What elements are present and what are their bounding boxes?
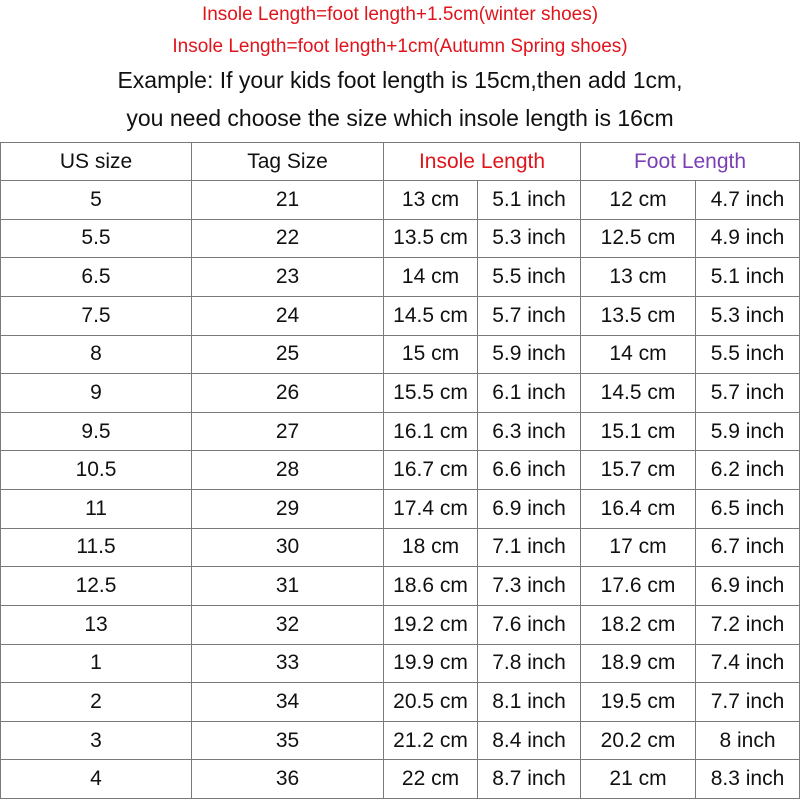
foot-cm-cell: 15.7 cm xyxy=(581,451,696,490)
tag-size-cell: 35 xyxy=(192,721,384,760)
header-insole-length: Insole Length xyxy=(384,143,581,181)
us-size-cell: 11.5 xyxy=(1,528,192,567)
insole-cm-cell: 18 cm xyxy=(384,528,478,567)
table-row xyxy=(1,219,800,258)
insole-inch-cell: 7.1 inch xyxy=(478,528,581,567)
size-chart-table xyxy=(0,142,800,799)
insole-inch-cell: 8.7 inch xyxy=(478,760,581,799)
foot-cm-cell: 12 cm xyxy=(581,181,696,220)
tag-size-cell: 22 xyxy=(192,219,384,258)
tag-size-cell: 21 xyxy=(192,181,384,220)
tag-size-cell: 32 xyxy=(192,605,384,644)
us-size-cell: 11 xyxy=(1,490,192,529)
winter-formula-note: Insole Length=foot length+1.5cm(winter shoes) xyxy=(201,4,599,25)
table-row xyxy=(1,181,800,220)
table-row xyxy=(1,451,800,490)
insole-cm-cell: 14 cm xyxy=(384,258,478,297)
foot-inch-cell: 5.1 inch xyxy=(696,258,800,297)
insole-cm-cell: 21.2 cm xyxy=(384,721,478,760)
insole-inch-cell: 6.1 inch xyxy=(478,374,581,413)
us-size-cell: 8 xyxy=(1,335,192,374)
us-size-cell: 9.5 xyxy=(1,412,192,451)
insole-inch-cell: 8.1 inch xyxy=(478,683,581,722)
foot-cm-cell: 17.6 cm xyxy=(581,567,696,606)
us-size-cell: 6.5 xyxy=(1,258,192,297)
us-size-cell: 9 xyxy=(1,374,192,413)
foot-cm-cell: 18.9 cm xyxy=(581,644,696,683)
tag-size-cell: 26 xyxy=(192,374,384,413)
insole-inch-cell: 5.9 inch xyxy=(478,335,581,374)
foot-cm-cell: 14.5 cm xyxy=(581,374,696,413)
foot-cm-cell: 15.1 cm xyxy=(581,412,696,451)
insole-inch-cell: 5.1 inch xyxy=(478,181,581,220)
table-row xyxy=(1,567,800,606)
table-row xyxy=(1,644,800,683)
table-row xyxy=(1,258,800,297)
table-row xyxy=(1,605,800,644)
foot-cm-cell: 17 cm xyxy=(581,528,696,567)
foot-cm-cell: 12.5 cm xyxy=(581,219,696,258)
us-size-cell: 7.5 xyxy=(1,296,192,335)
foot-inch-cell: 6.9 inch xyxy=(696,567,800,606)
foot-inch-cell: 7.4 inch xyxy=(696,644,800,683)
insole-cm-cell: 19.2 cm xyxy=(384,605,478,644)
foot-cm-cell: 20.2 cm xyxy=(581,721,696,760)
insole-inch-cell: 5.7 inch xyxy=(478,296,581,335)
table-row xyxy=(1,528,800,567)
insole-cm-cell: 13.5 cm xyxy=(384,219,478,258)
insole-cm-cell: 15 cm xyxy=(384,335,478,374)
insole-cm-cell: 17.4 cm xyxy=(384,490,478,529)
insole-inch-cell: 7.3 inch xyxy=(478,567,581,606)
us-size-cell: 3 xyxy=(1,721,192,760)
insole-cm-cell: 13 cm xyxy=(384,181,478,220)
size-rows xyxy=(1,181,800,799)
insole-inch-cell: 7.8 inch xyxy=(478,644,581,683)
foot-cm-cell: 18.2 cm xyxy=(581,605,696,644)
foot-inch-cell: 5.9 inch xyxy=(696,412,800,451)
header-us-size: US size xyxy=(1,143,192,181)
tag-size-cell: 23 xyxy=(192,258,384,297)
table-row xyxy=(1,721,800,760)
us-size-cell: 13 xyxy=(1,605,192,644)
tag-size-cell: 36 xyxy=(192,760,384,799)
foot-cm-cell: 13 cm xyxy=(581,258,696,297)
us-size-cell: 4 xyxy=(1,760,192,799)
foot-inch-cell: 4.7 inch xyxy=(696,181,800,220)
size-notes xyxy=(0,0,800,142)
foot-inch-cell: 4.9 inch xyxy=(696,219,800,258)
foot-cm-cell: 21 cm xyxy=(581,760,696,799)
tag-size-cell: 27 xyxy=(192,412,384,451)
table-row xyxy=(1,683,800,722)
foot-cm-cell: 16.4 cm xyxy=(581,490,696,529)
insole-cm-cell: 19.9 cm xyxy=(384,644,478,683)
insole-inch-cell: 5.5 inch xyxy=(478,258,581,297)
foot-cm-cell: 19.5 cm xyxy=(581,683,696,722)
us-size-cell: 2 xyxy=(1,683,192,722)
foot-cm-cell: 14 cm xyxy=(581,335,696,374)
table-row xyxy=(1,490,800,529)
insole-cm-cell: 22 cm xyxy=(384,760,478,799)
table-row xyxy=(1,412,800,451)
foot-inch-cell: 5.7 inch xyxy=(696,374,800,413)
foot-inch-cell: 7.2 inch xyxy=(696,605,800,644)
example-note-line-1: Example: If your kids foot length is 15cm,then add 1cm, xyxy=(117,67,683,93)
table-row xyxy=(1,335,800,374)
insole-inch-cell: 5.3 inch xyxy=(478,219,581,258)
insole-cm-cell: 18.6 cm xyxy=(384,567,478,606)
foot-inch-cell: 8.3 inch xyxy=(696,760,800,799)
insole-inch-cell: 7.6 inch xyxy=(478,605,581,644)
foot-inch-cell: 7.7 inch xyxy=(696,683,800,722)
insole-inch-cell: 8.4 inch xyxy=(478,721,581,760)
insole-inch-cell: 6.6 inch xyxy=(478,451,581,490)
insole-cm-cell: 16.7 cm xyxy=(384,451,478,490)
tag-size-cell: 29 xyxy=(192,490,384,529)
table-row xyxy=(1,296,800,335)
foot-inch-cell: 6.2 inch xyxy=(696,451,800,490)
spring-formula-note: Insole Length=foot length+1cm(Autumn Spring shoes) xyxy=(172,36,628,57)
foot-cm-cell: 13.5 cm xyxy=(581,296,696,335)
foot-inch-cell: 5.3 inch xyxy=(696,296,800,335)
tag-size-cell: 25 xyxy=(192,335,384,374)
tag-size-cell: 34 xyxy=(192,683,384,722)
table-header-row xyxy=(1,143,800,181)
insole-cm-cell: 15.5 cm xyxy=(384,374,478,413)
table-row xyxy=(1,760,800,799)
foot-inch-cell: 5.5 inch xyxy=(696,335,800,374)
foot-inch-cell: 6.7 inch xyxy=(696,528,800,567)
us-size-cell: 12.5 xyxy=(1,567,192,606)
tag-size-cell: 24 xyxy=(192,296,384,335)
insole-cm-cell: 14.5 cm xyxy=(384,296,478,335)
table-row xyxy=(1,374,800,413)
foot-inch-cell: 6.5 inch xyxy=(696,490,800,529)
tag-size-cell: 30 xyxy=(192,528,384,567)
insole-inch-cell: 6.3 inch xyxy=(478,412,581,451)
foot-inch-cell: 8 inch xyxy=(696,721,800,760)
tag-size-cell: 28 xyxy=(192,451,384,490)
insole-cm-cell: 20.5 cm xyxy=(384,683,478,722)
us-size-cell: 10.5 xyxy=(1,451,192,490)
header-foot-length: Foot Length xyxy=(581,143,800,181)
insole-inch-cell: 6.9 inch xyxy=(478,490,581,529)
us-size-cell: 1 xyxy=(1,644,192,683)
header-tag-size: Tag Size xyxy=(192,143,384,181)
us-size-cell: 5 xyxy=(1,181,192,220)
insole-cm-cell: 16.1 cm xyxy=(384,412,478,451)
tag-size-cell: 33 xyxy=(192,644,384,683)
tag-size-cell: 31 xyxy=(192,567,384,606)
example-note-line-2: you need choose the size which insole length is 16cm xyxy=(126,105,674,131)
us-size-cell: 5.5 xyxy=(1,219,192,258)
